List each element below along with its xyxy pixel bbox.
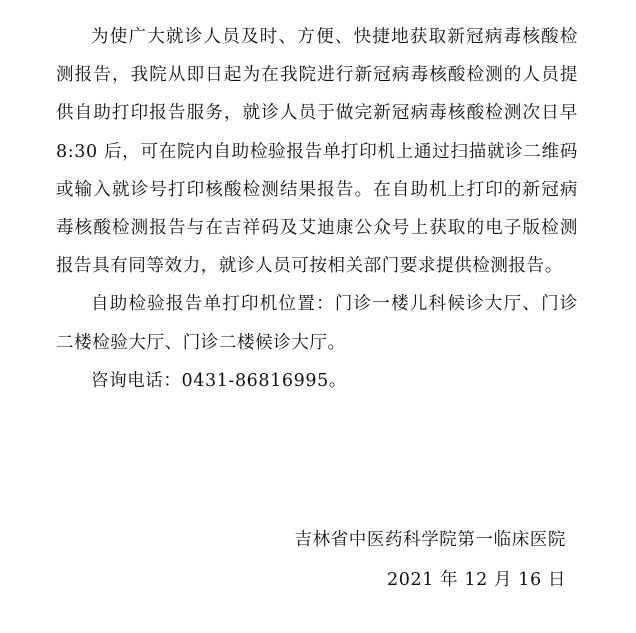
signature-date: 2021 年 12 月 16 日 (387, 570, 566, 590)
notice-paragraph-printer-location: 自助检验报告单打印机位置：门诊一楼儿科候诊大厅、门诊二楼检验大厅、门诊二楼候诊大厅。 (56, 294, 578, 353)
notice-paragraph-main: 为使广大就诊人员及时、方便、快捷地获取新冠病毒核酸检测报告，我院从即日起为在我院进行新冠病毒核酸检测的人员提供自助打印报告服务，就诊人员于做完新冠病毒核酸检测次日早 8:30 后，可在院内自助检验报告单打印机上通过扫描就诊二维码或输入就诊号打印核酸检测结果报告。在自助机上打印的新冠病毒核酸检测报告与在吉祥码及艾迪康公众号上获取的电子版检测报告具有同等效力，就诊人员可按相关部门要求提供检测报告。 (56, 27, 578, 277)
notice-paragraph-contact-phone: 咨询电话：0431-86816995。 (91, 370, 347, 391)
signature-organization: 吉林省中医药科学院第一临床医院 (294, 530, 566, 550)
notice-body (56, 18, 578, 400)
